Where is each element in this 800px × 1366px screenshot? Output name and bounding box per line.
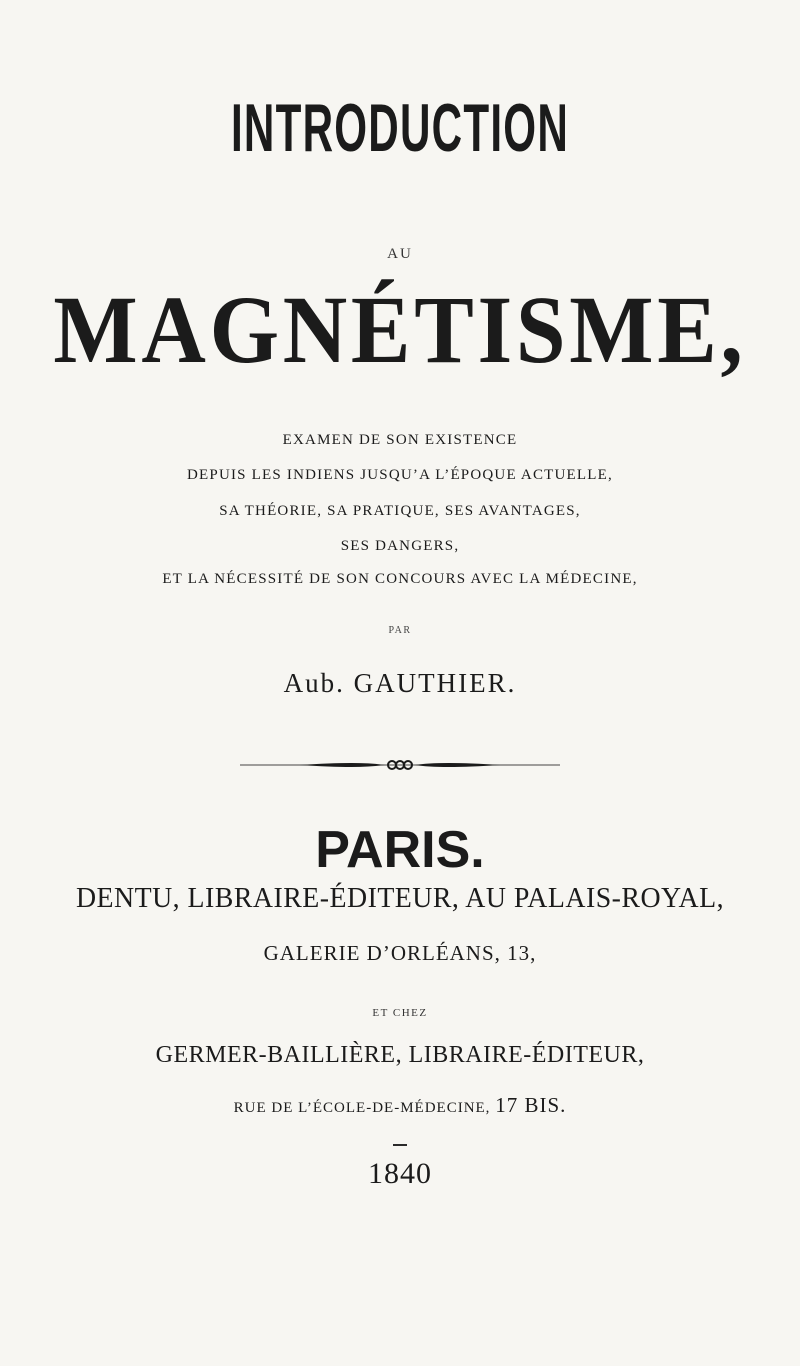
- imprint-and-at: ET CHEZ: [372, 1007, 428, 1019]
- subtitle-line-4: SES DANGERS,: [340, 538, 460, 554]
- imprint-city: PARIS.: [315, 821, 485, 879]
- subtitle-line-5: ET LA NÉCESSITÉ DE SON CONCOURS AVEC LA MÉDECINE,: [162, 571, 638, 587]
- ornament-divider: [0, 750, 800, 780]
- subtitle-line-1: EXAMEN DE SON EXISTENCE: [282, 432, 518, 448]
- author-name: [0, 666, 800, 700]
- title-magnetisme: MAGNÉTISME,: [53, 276, 747, 383]
- gallery-number: 13,: [507, 941, 537, 965]
- imprint-year: 1840: [368, 1157, 432, 1190]
- street-text: RUE DE L’ÉCOLE-DE-MÉDECINE,: [233, 1100, 491, 1116]
- imprint-gallery: [0, 940, 800, 966]
- title-au: AU: [387, 246, 413, 262]
- byline-par: PAR: [388, 625, 412, 636]
- author-last-name: GAUTHIER.: [353, 668, 517, 698]
- year-rule: [393, 1144, 407, 1146]
- imprint-publisher: DENTU, LIBRAIRE-ÉDITEUR, AU PALAIS-ROYAL,: [75, 882, 725, 914]
- author-first-name: Aub.: [283, 668, 345, 698]
- gallery-text: GALERIE D’ORLÉANS,: [263, 941, 501, 965]
- imprint-street: [0, 1094, 800, 1119]
- street-number: 17 BIS.: [495, 1093, 567, 1117]
- imprint-second-publisher: GERMER-BAILLIÈRE, LIBRAIRE-ÉDITEUR,: [155, 1042, 645, 1068]
- subtitle-line-2: DEPUIS LES INDIENS JUSQU’A L’ÉPOQUE ACTUELLE,: [187, 467, 613, 483]
- title-introduction: INTRODUCTION: [230, 90, 570, 166]
- subtitle-line-3: SA THÉORIE, SA PRATIQUE, SES AVANTAGES,: [219, 503, 581, 519]
